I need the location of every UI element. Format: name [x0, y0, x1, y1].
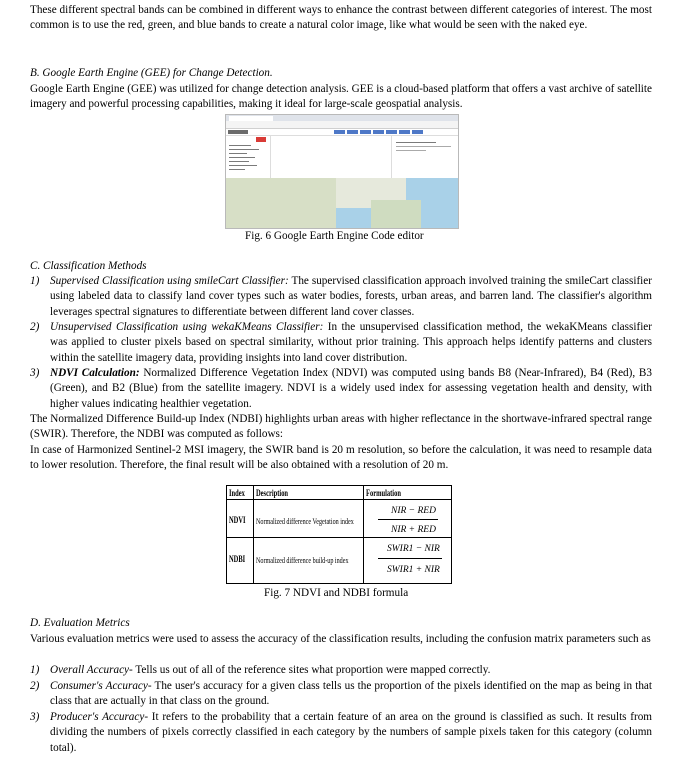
- list-number: 2): [30, 680, 40, 692]
- fraction-bar: [378, 519, 438, 520]
- list-item-text: - Tells us out of all of the reference sites what proportion were mapped correctly.: [129, 664, 491, 676]
- formula-table: [226, 485, 452, 584]
- list-number: 2): [30, 321, 40, 333]
- formula-numerator: SWIR1 − NIR: [387, 544, 440, 554]
- gee-toolbar-button: [347, 130, 358, 134]
- figure-7-caption: Fig. 7 NDVI and NDBI formula: [264, 587, 409, 599]
- script-line: [229, 157, 255, 158]
- console-line: [396, 146, 451, 147]
- section-d-body: Various evaluation metrics were used to assess the accuracy of the classification results, including the confusion matrix parameters such as: [30, 633, 651, 645]
- section-b-body: Google Earth Engine (GEE) was utilized for change detection analysis. GEE is a cloud-based platform that offers a vast archive of satellite imagery and powerful processing capabilities, making it ideal for large-scale geospatial analysis.: [30, 83, 652, 111]
- list-item: [30, 274, 652, 320]
- list-item-text: - It refers to the probability that a certain feature of an area on the ground is classified as such. It results from dividing the numbers of pixels correctly classified in each category by the numbers of sample pixels taken for this category (column total).: [50, 711, 652, 754]
- figure-6-caption: Fig. 6 Google Earth Engine Code editor: [245, 230, 424, 242]
- list-item: [30, 366, 652, 412]
- section-c-heading: C. Classification Methods: [30, 260, 147, 272]
- gee-logo: [228, 130, 248, 134]
- list-item: [30, 679, 652, 710]
- table-header-index: Index: [229, 488, 245, 498]
- list-number: 3): [30, 711, 40, 723]
- console-line: [396, 150, 426, 151]
- section-b-heading: B. Google Earth Engine (GEE) for Change Detection.: [30, 67, 273, 79]
- map-landmass: [371, 200, 421, 228]
- gee-toolbar-button: [386, 130, 397, 134]
- list-item-title: Unsupervised Classification using wekaKMeans Classifier:: [50, 321, 324, 333]
- list-item-title: Consumer's Accuracy: [50, 680, 148, 692]
- list-item-text: Normalized Difference Vegetation Index (NDVI) was computed using bands B8 (Near-Infrared), B4 (Red), B3 (Green), and B2 (Blue) from the satellite imagery. NDVI is a widely used index for assessing vegetation health and density, with higher values indicating healthier vegetation.: [50, 367, 652, 410]
- gee-toolbar-button: [412, 130, 423, 134]
- list-number: 1): [30, 664, 40, 676]
- gee-run-button: [256, 137, 266, 142]
- gee-code-pane: [271, 136, 392, 178]
- script-line: [229, 145, 251, 146]
- script-line: [229, 153, 247, 154]
- list-item-title: Overall Accuracy: [50, 664, 130, 676]
- list-item-title: Supervised Classification using smileCart Classifier:: [50, 275, 289, 287]
- formula-denominator: NIR + RED: [391, 525, 436, 535]
- list-number: 1): [30, 275, 40, 287]
- list-item-text: In the unsupervised classification method, the wekaKMeans classifier was applied to cluster pixels based on spectral similarity, without prior training. This approach helps identify patterns and clusters within the satellite imagery data, providing insights into land cover distribution.: [50, 321, 652, 364]
- section-d-heading: D. Evaluation Metrics: [30, 617, 130, 629]
- gee-toolbar-button: [334, 130, 345, 134]
- table-row-index: NDBI: [229, 554, 246, 564]
- list-item-text: - The user's accuracy for a given class tells us the proportion of the pixels identified on the map as being in that class that are actually in that class on the ground.: [50, 680, 652, 708]
- gee-toolbar-button: [373, 130, 384, 134]
- list-number: 3): [30, 367, 40, 379]
- gee-toolbar-button: [360, 130, 371, 134]
- table-row-description: Normalized difference build-up index: [256, 555, 349, 565]
- sentinel-paragraph: In case of Harmonized Sentinel-2 MSI imagery, the SWIR band is 20 m resolution, so before the calculation, it was need to resample data to lower resolution. Therefore, the final result will be also obtained with a resolution of 20 m.: [30, 444, 652, 472]
- list-item: [30, 710, 652, 756]
- script-line: [229, 161, 249, 162]
- map-landmass: [226, 178, 336, 228]
- ndbi-paragraph: The Normalized Difference Build-up Index (NDBI) highlights urban areas with higher reflectance in the shortwave-infrared spectral range (SWIR). Therefore, the NDBI was computed as follows:: [30, 413, 652, 441]
- table-row-description: Normalized difference Vegetation index: [256, 516, 354, 526]
- console-line: [396, 142, 436, 143]
- gee-toolbar-button: [399, 130, 410, 134]
- list-item: [30, 320, 652, 366]
- list-item-title: NDVI Calculation:: [50, 367, 140, 379]
- gee-code-editor-figure: [225, 114, 459, 229]
- list-item-title: Producer's Accuracy: [50, 711, 145, 723]
- table-header-formulation: Formulation: [366, 488, 401, 498]
- list-item: [30, 663, 652, 678]
- script-line: [229, 165, 257, 166]
- script-line: [229, 169, 245, 170]
- fraction-bar: [378, 558, 442, 559]
- formula-denominator: SWIR1 + NIR: [387, 565, 440, 575]
- intro-paragraph: These different spectral bands can be combined in different ways to enhance the contrast between different categories of interest. The most common is to use the red, green, and blue bands to create a natural color image, like what would be seen with the naked eye.: [30, 4, 652, 32]
- table-row-index: NDVI: [229, 515, 246, 525]
- browser-url-bar: [226, 121, 458, 129]
- list-item-text: The supervised classification approach involved training the smileCart classifier using labeled data to classify land cover types such as water bodies, forests, urban areas, and barren land. The classifier's algorithm leverages spectral signatures to differentiate between different land cover classes.: [50, 275, 652, 318]
- table-header-description: Description: [256, 488, 289, 498]
- script-line: [229, 149, 259, 150]
- formula-numerator: NIR − RED: [391, 506, 436, 516]
